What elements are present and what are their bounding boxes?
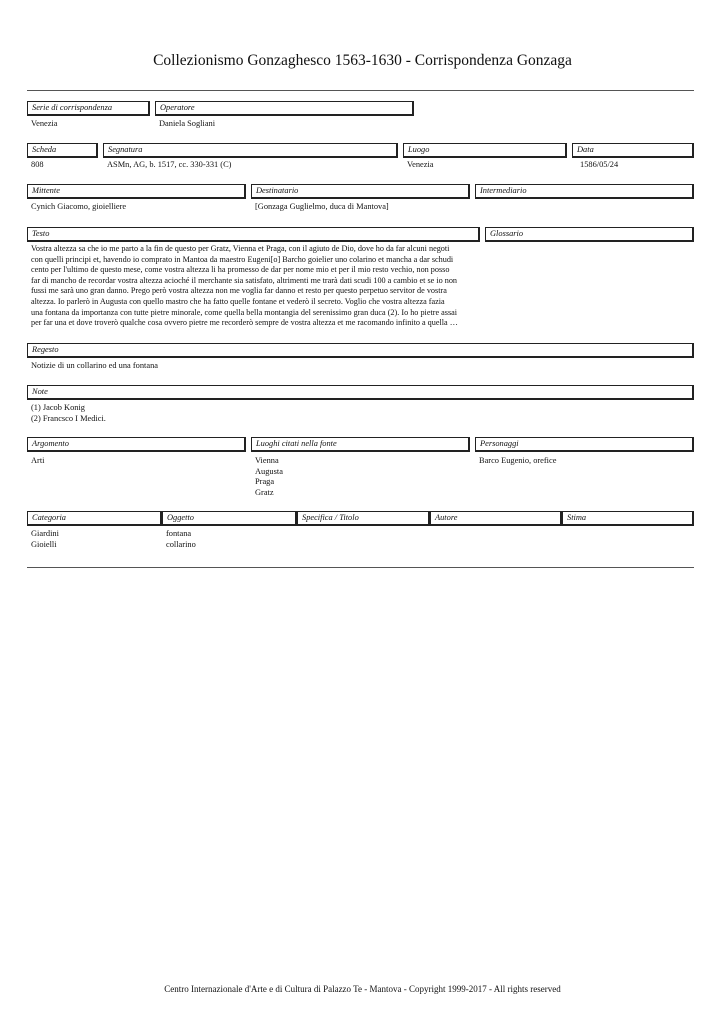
luogo-item: Augusta xyxy=(255,466,283,476)
personaggi-label: Personaggi xyxy=(475,437,694,452)
data-value: 1586/05/24 xyxy=(580,160,619,169)
note-item: (2) Francsco I Medici. xyxy=(31,413,106,423)
footer-copyright: Centro Internazionale d'Arte e di Cultura di Palazzo Te - Mantova - Copyright 1999-2017 - All rights reserved xyxy=(164,984,561,994)
intermediario-label: Intermediario xyxy=(475,184,694,199)
bottom-divider xyxy=(27,567,694,568)
testo-line: Vostra altezza sa che io me parto a la fin de questo per Gratz, Vienna et Praga, con il agiuto de Dio, dove ho da far alcuni negoti xyxy=(31,244,450,253)
oggetto-list xyxy=(166,529,196,550)
testo-line: per far una et dove troverò qualche cosa ovvero pietre me recorderò sempre de vostra altezza et me racomando infinito a quella … xyxy=(31,318,458,328)
categoria-list xyxy=(31,529,59,550)
regesto-label: Regesto xyxy=(27,343,694,358)
oggetto-item: collarino xyxy=(166,539,196,549)
operatore-label: Operatore xyxy=(155,101,414,116)
note-list xyxy=(31,403,106,424)
testo-line: cento per l'ultimo de questo mese, come vostra altezza li ha promesso de dar per nome mio et per il mio resto vechio, non posso xyxy=(31,265,450,275)
note-label: Note xyxy=(27,385,694,400)
luogo-label: Luogo xyxy=(403,143,567,158)
serie-label: Serie di corrispondenza xyxy=(27,101,150,116)
specifica-label: Specifica / Titolo xyxy=(297,511,430,526)
categoria-label: Categoria xyxy=(27,511,162,526)
note-item: (1) Jacob Konig xyxy=(31,403,85,412)
segnatura-label: Segnatura xyxy=(103,143,398,158)
regesto-value: Notizie di un collarino ed una fontana xyxy=(31,361,158,370)
destinatario-value: [Gonzaga Guglielmo, duca di Mantova] xyxy=(255,202,389,211)
personaggi-value: Barco Eugenio, orefice xyxy=(479,456,557,465)
testo-label: Testo xyxy=(27,227,480,242)
testo-body xyxy=(31,244,481,329)
glossario-label: Glossario xyxy=(485,227,694,242)
luogo-value: Venezia xyxy=(407,160,434,169)
categoria-item: Giardini xyxy=(31,529,59,538)
testo-line: altezza. Io parlerò in Augusta con quello mastro che ha fatto quelle fontane et vederò il secreto. Voglio che vostra altezza fazia xyxy=(31,296,445,306)
categoria-item: Gioielli xyxy=(31,539,57,549)
argomento-value: Arti xyxy=(31,456,45,465)
mittente-value: Cynich Giacomo, gioielliere xyxy=(31,202,127,211)
luogo-item: Praga xyxy=(255,477,275,486)
testo-line: fussi me sarà uno gran danno. Prego però vostra altezza non me voglia far danno et resto per questo perpetuo servitor de vostra xyxy=(31,286,447,296)
luogo-item: Gratz xyxy=(255,487,274,497)
luoghi-label: Luoghi citati nella fonte xyxy=(251,437,470,452)
testo-line: una fontana da importanza con tutte pietre minorale, come quella bella montangia del serenissimo gran duca (2). Io ho pietre assai xyxy=(31,307,458,317)
autore-label: Autore xyxy=(430,511,562,526)
testo-line: con quelli principi et, havendo io comprato in Mantoa da maestro Eugeni[o] Barcho goielier uno colarino et mancha a dar schudi xyxy=(31,254,454,264)
top-divider xyxy=(27,90,694,91)
testo-line: far di mancho de recordar vostra altezza acioché il merchante sia satisfato, altrimenti me trarà dati scudi 100 a cambio et se io non xyxy=(31,275,458,285)
serie-value: Venezia xyxy=(31,119,58,128)
destinatario-label: Destinatario xyxy=(251,184,470,199)
segnatura-value: ASMn, AG, b. 1517, cc. 330-331 (C) xyxy=(107,160,232,169)
luoghi-list xyxy=(255,456,283,498)
page-title: Collezionismo Gonzaghesco 1563-1630 - Corrispondenza Gonzaga xyxy=(153,52,572,69)
luogo-item: Vienna xyxy=(255,456,279,465)
data-label: Data xyxy=(572,143,694,158)
mittente-label: Mittente xyxy=(27,184,246,199)
scheda-label: Scheda xyxy=(27,143,98,158)
stima-label: Stima xyxy=(562,511,694,526)
operatore-value: Daniela Sogliani xyxy=(159,119,216,128)
scheda-value: 808 xyxy=(31,160,44,169)
oggetto-item: fontana xyxy=(166,529,192,538)
oggetto-label: Oggetto xyxy=(162,511,297,526)
argomento-label: Argomento xyxy=(27,437,246,452)
